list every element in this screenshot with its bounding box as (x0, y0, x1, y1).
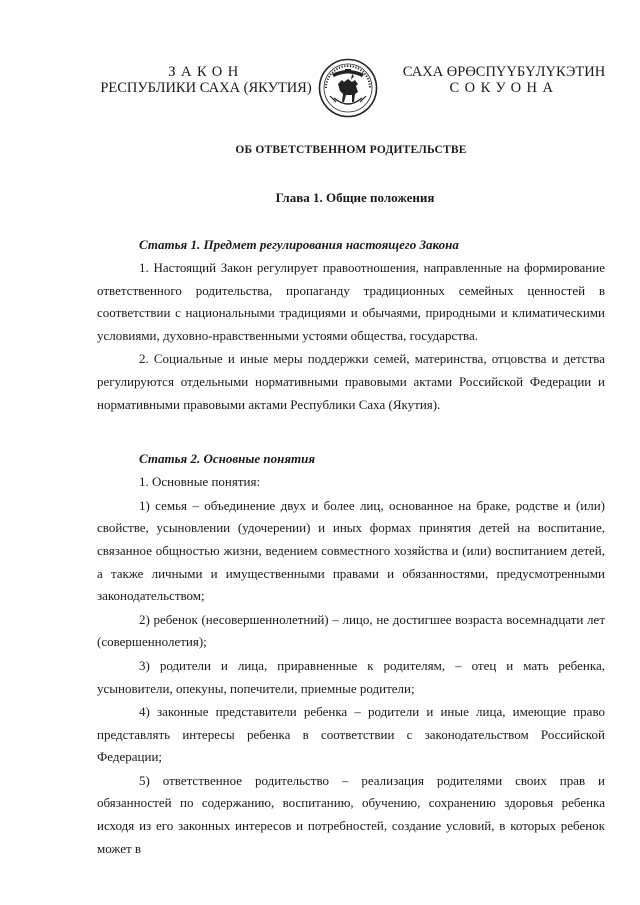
article-2-item-3: 3) родители и лица, приравненные к родителям, – отец и мать ребенка, усыновители, опекуны, попечители, приемные родители; (97, 657, 605, 696)
document-body (97, 140, 605, 860)
article-2-item-5: 5) ответственное родительство – реализация родителями своих прав и обязанностей по содержанию, воспитанию, обучению, сохранению здоровья ребенка исходя из его законных интересов и потребностей, создание условий, в которых ребенок может в (97, 772, 605, 856)
article-2-heading: Статья 2. Основные понятия (139, 451, 316, 467)
article-2-item-2: 2) ребенок (несовершеннолетний) – лицо, не достигшее возраста восемнадцати лет (совершеннолетия); (97, 611, 605, 650)
header-left-line2: РЕСПУБЛИКИ САХА (ЯКУТИЯ) (100, 80, 312, 96)
header-right-line2: СОКУОНА (449, 80, 559, 96)
article-1-paragraph-2: 2. Социальные и иные меры поддержки семей, материнства, отцовства и детства регулируются отдельными нормативными правовыми актами Российской Федерации и нормативными правовыми актами Республики Саха (Якутия). (97, 351, 605, 412)
header-left (96, 64, 316, 96)
header-right-line1: САХА ӨРӨСПҮҮБҮЛҮКЭТИН (402, 64, 606, 80)
document-title: ОБ ОТВЕТСТВЕННОМ РОДИТЕЛЬСТВЕ (235, 144, 467, 156)
article-2-item-4: 4) законные представители ребенка – родители и иные лица, имеющие право представлять интересы ребенка в соответствии с законодательством Российской Федерации; (97, 704, 605, 765)
article-2-intro: 1. Основные понятия: (139, 474, 261, 490)
document-header (0, 58, 640, 118)
coat-of-arms-icon (318, 58, 378, 118)
article-1-paragraph-1: 1. Настоящий Закон регулирует правоотношения, направленные на формирование ответственного родительства, пропаганду традиционных семейных ценностей в соответствии с национальными традициями и обычаями, природными и климатическими условиями, духовно-нравственными устоями общества, государства. (97, 260, 605, 343)
article-1-heading: Статья 1. Предмет регулирования настоящего Закона (139, 237, 459, 252)
header-right (384, 64, 624, 96)
article-2-item-1: 1) семья – объединение двух и более лиц, основанное на браке, родстве и (или) свойстве, усыновлении (удочерении) и иных формах принятия детей на воспитание, связанное общностью жизни, ведением совместного хозяйства и (или) воспитанием детей, а также личными и имущественными правами и обязанностями, предусмотренными законодательством; (97, 497, 605, 604)
header-left-line1: ЗАКОН (168, 64, 244, 80)
chapter-heading: Глава 1. Общие положения (275, 190, 435, 205)
